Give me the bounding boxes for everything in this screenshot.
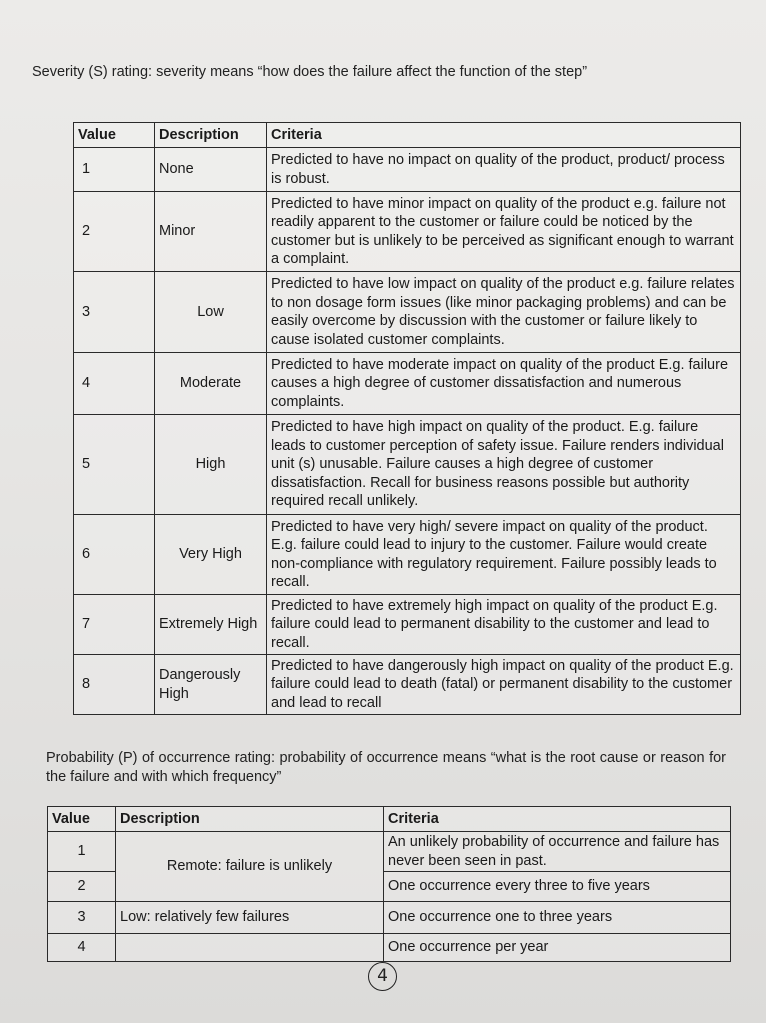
- row-description: None: [155, 148, 267, 192]
- row-value: 4: [74, 353, 155, 415]
- table-row: [74, 415, 741, 515]
- severity-rating-heading: Severity (S) rating: severity means “how does the failure affect the function of the step”: [32, 64, 588, 80]
- row-description: Minor: [155, 192, 267, 272]
- table-row: [74, 192, 741, 272]
- row-criteria: Predicted to have very high/ severe impact on quality of the product. E.g. failure could lead to injury to the customer. Failure would create non-compliance with regulatory requirement. Failure possibly leads to recall.: [267, 515, 741, 595]
- row-value: 2: [48, 872, 116, 902]
- row-criteria: One occurrence one to three years: [384, 902, 731, 934]
- row-criteria: One occurrence every three to five years: [384, 872, 731, 902]
- page-number: 4: [368, 962, 397, 991]
- row-criteria: Predicted to have moderate impact on quality of the product E.g. failure causes a high degree of customer dissatisfaction and numerous complaints.: [267, 353, 741, 415]
- row-criteria: An unlikely probability of occurrence and failure has never been seen in past.: [384, 832, 731, 872]
- row-criteria: Predicted to have minor impact on quality of the product e.g. failure not readily apparent to the customer or failure could be noticed by the customer but is unlikely to be perceived as significant enough to warrant a complaint.: [267, 192, 741, 272]
- row-description: Very High: [155, 515, 267, 595]
- probability-rating-table: [47, 806, 731, 962]
- table-row: [74, 272, 741, 353]
- row-value: 3: [74, 272, 155, 353]
- row-value: 1: [74, 148, 155, 192]
- row-value: 8: [74, 655, 155, 715]
- table-row: [74, 655, 741, 715]
- row-value: 4: [48, 934, 116, 962]
- row-description: Remote: failure is unlikely: [116, 832, 384, 902]
- table-row: [74, 595, 741, 655]
- column-header-criteria: Criteria: [267, 123, 741, 148]
- row-criteria: Predicted to have no impact on quality of the product, product/ process is robust.: [267, 148, 741, 192]
- table-row: [48, 934, 731, 962]
- probability-rating-heading: Probability (P) of occurrence rating: probability of occurrence means “what is the root cause or reason for the failure and with which frequency”: [46, 750, 726, 785]
- row-description: Low: relatively few failures: [116, 902, 384, 934]
- row-value: 2: [74, 192, 155, 272]
- row-description: Low: [155, 272, 267, 353]
- row-criteria: Predicted to have extremely high impact on quality of the product E.g. failure could lead to permanent disability to the customer and lead to recall.: [267, 595, 741, 655]
- table-header-row: [74, 123, 741, 148]
- table-row: [48, 832, 731, 872]
- row-value: 5: [74, 415, 155, 515]
- row-criteria: One occurrence per year: [384, 934, 731, 962]
- row-description: Dangerously High: [155, 655, 267, 715]
- row-value: 7: [74, 595, 155, 655]
- row-value: 6: [74, 515, 155, 595]
- column-header-description: Description: [155, 123, 267, 148]
- column-header-value: Value: [48, 807, 116, 832]
- row-criteria: Predicted to have dangerously high impact on quality of the product E.g. failure could lead to death (fatal) or permanent disability to the customer and lead to recall: [267, 655, 741, 715]
- row-value: 3: [48, 902, 116, 934]
- table-header-row: [48, 807, 731, 832]
- row-description: High: [155, 415, 267, 515]
- row-criteria: Predicted to have low impact on quality of the product e.g. failure relates to non dosage form issues (like minor packaging problems) and can be easily overcome by discussion with the customer or failure likely to cause isolated customer complaints.: [267, 272, 741, 353]
- column-header-value: Value: [74, 123, 155, 148]
- row-description: Extremely High: [155, 595, 267, 655]
- table-row: [74, 148, 741, 192]
- row-criteria: Predicted to have high impact on quality of the product. E.g. failure leads to customer perception of safety issue. Failure renders individual unit (s) unusable. Failure causes a high degree of customer dissatisfaction. Recall for business reasons possible but authority required recall unlikely.: [267, 415, 741, 515]
- column-header-description: Description: [116, 807, 384, 832]
- row-description: [116, 934, 384, 962]
- table-row: [48, 902, 731, 934]
- table-row: [74, 515, 741, 595]
- row-value: 1: [48, 832, 116, 872]
- column-header-criteria: Criteria: [384, 807, 731, 832]
- severity-rating-table: [73, 122, 741, 715]
- row-description: Moderate: [155, 353, 267, 415]
- table-row: [74, 353, 741, 415]
